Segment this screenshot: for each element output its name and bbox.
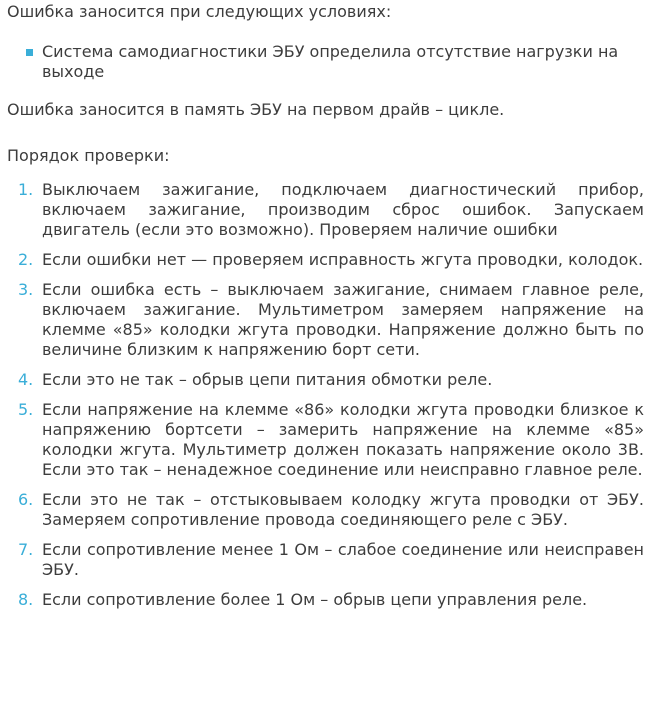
step-item [18, 370, 644, 390]
step-text: Если ошибка есть – выключаем зажигание, снимаем главное реле, включаем зажигание. Мультиметром замеряем напряжение на клемме «85» колодки жгута проводки. Напряжение должно быть по величине близким к напряжению борт сети. [42, 280, 644, 359]
step-item [18, 540, 644, 580]
step-text: Выключаем зажигание, подключаем диагностический прибор, включаем зажигание, производим сброс ошибок. Запускаем двигатель (если это возможно). Проверяем наличие ошибки [42, 180, 644, 239]
step-text: Если сопротивление менее 1 Ом – слабое соединение или неисправен ЭБУ. [42, 540, 644, 579]
step-item [18, 490, 644, 530]
step-number: 1. [18, 180, 34, 199]
step-item [18, 280, 644, 360]
step-item [18, 590, 644, 610]
step-number: 6. [18, 490, 34, 509]
square-bullet-icon [26, 49, 33, 56]
procedure-heading: Порядок проверки: [7, 146, 170, 165]
condition-text: Система самодиагностики ЭБУ определила отсутствие нагрузки на выходе [42, 42, 619, 81]
step-text: Если сопротивление более 1 Ом – обрыв цепи управления реле. [42, 590, 588, 609]
step-item [18, 400, 644, 480]
step-item [18, 250, 644, 270]
step-item [18, 180, 644, 240]
conditions-list [18, 42, 644, 82]
step-number: 3. [18, 280, 34, 299]
step-text: Если это не так – отстыковываем колодку жгута проводки от ЭБУ. Замеряем сопротивление провода соединяющего реле с ЭБУ. [42, 490, 644, 529]
memory-note: Ошибка заносится в память ЭБУ на первом драйв – цикле. [7, 100, 505, 119]
step-number: 8. [18, 590, 34, 609]
conditions-intro: Ошибка заносится при следующих условиях: [7, 2, 392, 21]
step-number: 7. [18, 540, 34, 559]
step-text: Если ошибки нет — проверяем исправность жгута проводки, колодок. [42, 250, 644, 269]
step-text: Если напряжение на клемме «86» колодки жгута проводки близкое к напряжению бортсети – замерить напряжение на клемме «85» колодки жгута. Мультиметр должен показать напряжение около 3В. Если это так – ненадежное соединение или неисправно главное реле. [42, 400, 644, 479]
step-number: 4. [18, 370, 34, 389]
step-number: 2. [18, 250, 34, 269]
step-number: 5. [18, 400, 34, 419]
procedure-steps [18, 180, 644, 620]
step-text: Если это не так – обрыв цепи питания обмотки реле. [42, 370, 493, 389]
list-item [18, 42, 644, 82]
